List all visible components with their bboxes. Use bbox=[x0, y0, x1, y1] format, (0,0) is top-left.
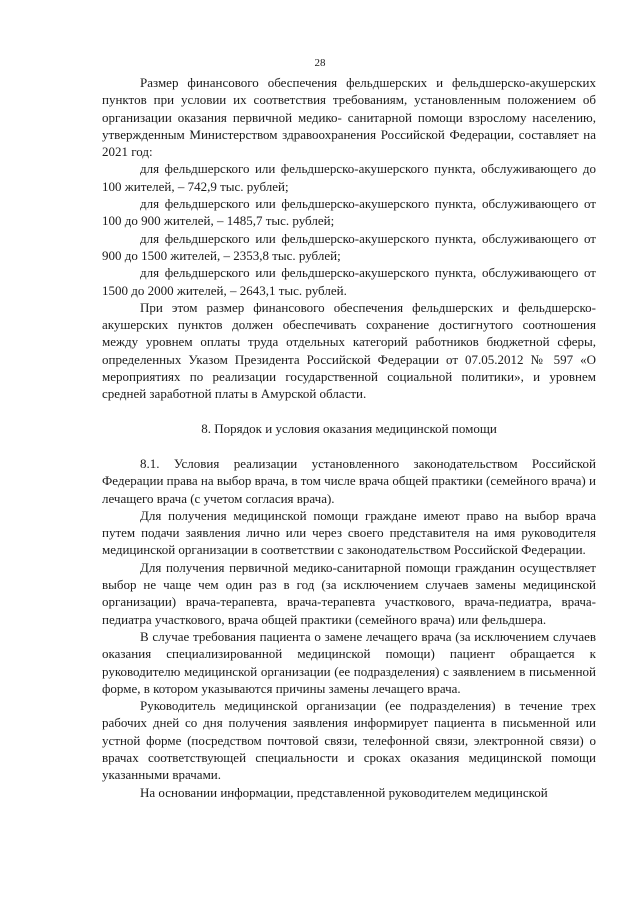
paragraph-salary-ratio: При этом размер финансового обеспечения фельдшерских и фельдшерско-акушерских пунктов должен обеспечивать сохранение достигнутого соотношения между уровнем оплаты труда отдельных категорий работников бюджетной сферы, определенных Указом Президента Российской Федерации от 07.05.2012 № 597 «О мероприятиях по реализации государственной социальной политики», и уровнем средней заработной платы в Амурской области. bbox=[102, 299, 596, 402]
paragraph-based-on-info: На основании информации, представленной руководителем медицинской bbox=[140, 784, 548, 800]
paragraph-doctor-replacement: В случае требования пациента о замене лечащего врача (за исключением случаев оказания специализированной медицинской помощи) пациент обращается к руководителю медицинской организации (ее подразделения) с заявлением в письменной форме, в котором указываются причины замены лечащего врача. bbox=[102, 628, 596, 696]
paragraph-head-informs: Руководитель медицинской организации (ее подразделения) в течение трех рабочих дней со дня получения заявления информирует пациента в письменной или устной форме (посредством почтовой связи, телефонной связи, электронной связи) о врачах соответствующей специальности и сроках оказания медицинской помощи указанными врачами. bbox=[102, 698, 596, 783]
paragraph-financing-900-1500: для фельдшерского или фельдшерско-акушерского пункта, обслуживающего от 900 до 1500 жителей, – 2353,8 тыс. рублей; bbox=[102, 230, 596, 263]
section-heading: 8. Порядок и условия оказания медицинской помощи bbox=[201, 420, 497, 436]
document-body bbox=[102, 74, 596, 801]
page-number: 28 bbox=[314, 57, 326, 69]
paragraph-choice-of-doctor: Для получения медицинской помощи граждане имеют право на выбор врача путем подачи заявления лично или через своего представителя на имя руководителя медицинской организации в соответствии с законодательством Российской Федерации. bbox=[102, 507, 596, 558]
paragraph-financing-intro: Размер финансового обеспечения фельдшерских и фельдшерско-акушерских пунктов при условии их соответствия требованиям, установленным положением об организации оказания первичной медико- санитарной помощи взрослому населению, утвержденным Министерством здравоохранения Российской Федерации, составляет на 2021 год: bbox=[102, 75, 596, 160]
paragraph-financing-100-900: для фельдшерского или фельдшерско-акушерского пункта, обслуживающего от 100 до 900 жителей, – 1485,7 тыс. рублей; bbox=[102, 196, 596, 229]
paragraph-primary-care-choice: Для получения первичной медико-санитарной помощи гражданин осуществляет выбор не чаще чем один раз в год (за исключением случаев замены медицинской организации) врача-терапевта, врача-терапевта участкового, врача-педиатра, врача-педиатра участкового, врача общей практики (семейного врача) или фельдшера. bbox=[102, 559, 596, 627]
paragraph-8-1: 8.1. Условия реализации установленного законодательством Российской Федерации права на выбор врача, в том числе врача общей практики (семейного врача) и лечащего врача (с учетом согласия врача). bbox=[102, 455, 596, 506]
paragraph-financing-up-to-100: для фельдшерского или фельдшерско-акушерского пункта, обслуживающего до 100 жителей, – 742,9 тыс. рублей; bbox=[102, 161, 596, 194]
paragraph-financing-1500-2000: для фельдшерского или фельдшерско-акушерского пункта, обслуживающего от 1500 до 2000 жителей, – 2643,1 тыс. рублей. bbox=[102, 265, 596, 298]
